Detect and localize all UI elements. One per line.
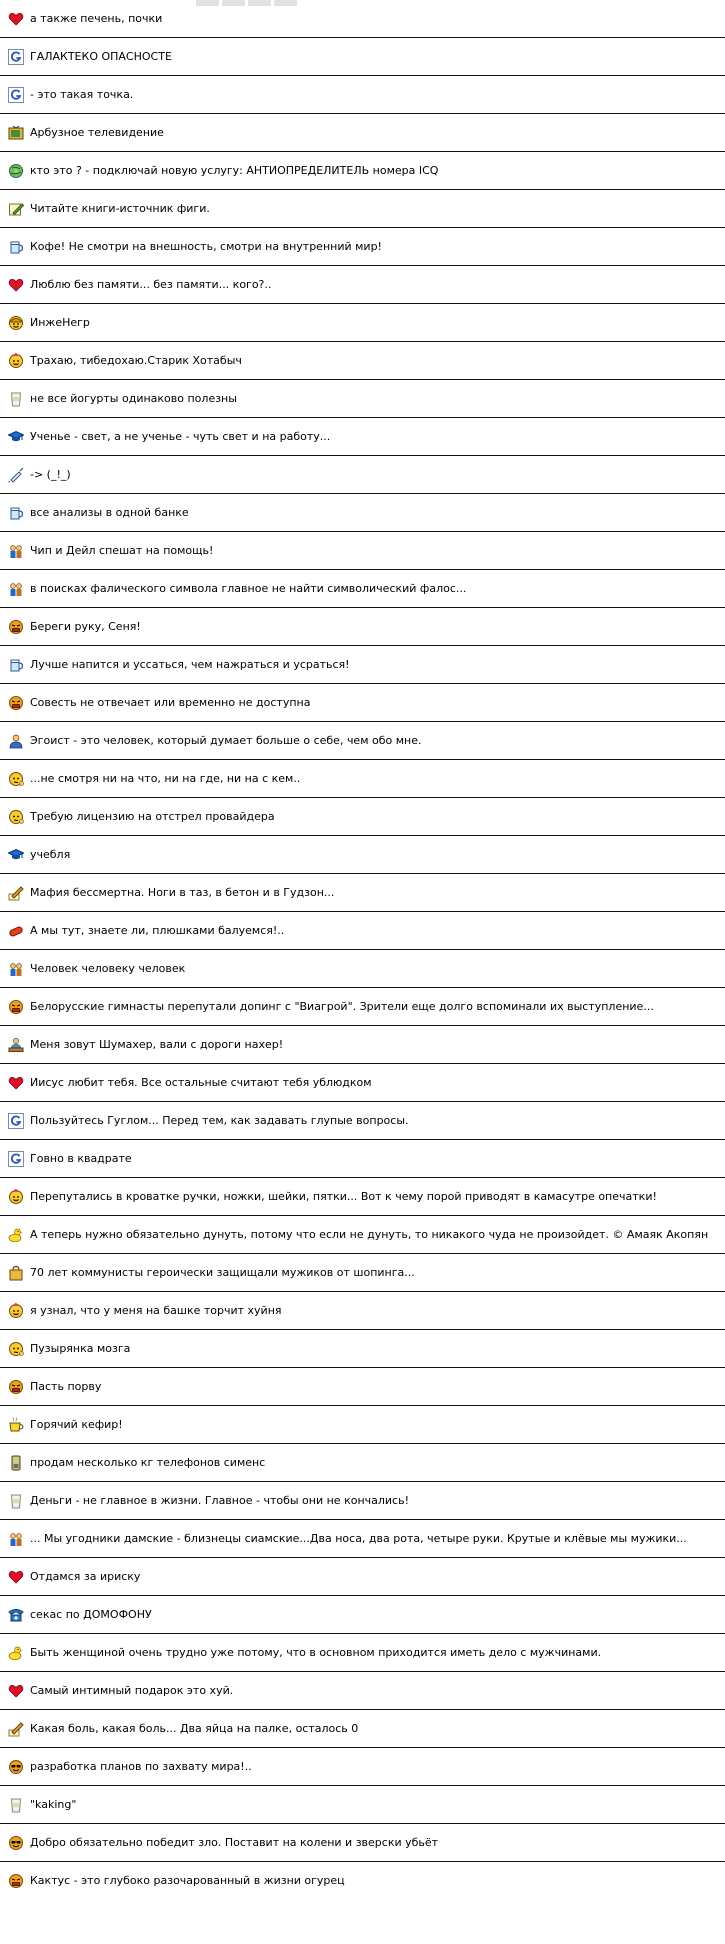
status-text: Белорусские гимнасты перепутали допинг с "Виагрой". Зрители еще долго вспоминали их выступление... [30,1000,654,1013]
helmet-smiley-icon [8,315,24,331]
angry-smiley-icon [8,999,24,1015]
status-text: Эгоист - это человек, который думает больше о себе, чем обо мне. [30,734,422,747]
coffee-cup-icon [8,1417,24,1433]
status-row[interactable] [0,1140,725,1178]
heart-icon [8,1569,24,1585]
thinking-smiley-icon [8,809,24,825]
status-text: все анализы в одной банке [30,506,189,519]
thinking-smiley-icon [8,1341,24,1357]
google-g-icon [8,1151,24,1167]
status-row[interactable] [0,114,725,152]
telephone-icon [8,1607,24,1623]
status-text: Требую лицензию на отстрел провайдера [30,810,275,823]
status-row[interactable] [0,608,725,646]
yogurt-cup-icon [8,391,24,407]
status-row[interactable] [0,1672,725,1710]
people-icon [8,1531,24,1547]
status-row[interactable] [0,1596,725,1634]
google-g-icon [8,1113,24,1129]
status-row[interactable] [0,1292,725,1330]
status-text: Пасть порву [30,1380,102,1393]
status-text: Совесть не отвечает или временно не доступна [30,696,311,709]
status-row[interactable] [0,722,725,760]
status-text: секас по ДОМОФОНУ [30,1608,152,1621]
status-text: -> (_!_) [30,468,71,481]
status-text: Пузырянка мозга [30,1342,131,1355]
status-row[interactable] [0,1482,725,1520]
status-text: Добро обязательно победит зло. Поставит на колени и зверски убьёт [30,1836,439,1849]
status-row[interactable] [0,152,725,190]
status-text: Иисус любит тебя. Все остальные считают тебя ублюдком [30,1076,372,1089]
status-text: Арбузное телевидение [30,126,164,139]
status-text: разработка планов по захвату мира!.. [30,1760,252,1773]
status-text: Читайте книги-источник фиги. [30,202,210,215]
thinking-smiley-icon [8,771,24,787]
status-text: не все йогурты одинаково полезны [30,392,237,405]
status-row[interactable] [0,1064,725,1102]
status-row[interactable] [0,950,725,988]
status-row[interactable] [0,988,725,1026]
status-row[interactable] [0,1026,725,1064]
pen-writing-icon [8,885,24,901]
status-text: 70 лет коммунисты героически защищали мужиков от шопинга... [30,1266,415,1279]
status-text: Пользуйтесь Гуглом... Перед тем, как задавать глупые вопросы. [30,1114,409,1127]
status-row[interactable] [0,418,725,456]
status-text: Кофе! Не смотри на внешность, смотри на внутренний мир! [30,240,382,253]
status-row[interactable] [0,0,725,38]
status-text: Деньги - не главное в жизни. Главное - чтобы они не кончались! [30,1494,409,1507]
status-text: Перепутались в кроватке ручки, ножки, шейки, пятки... Вот к чему порой приводят в камасутре опечатки! [30,1190,657,1203]
person-at-desk-icon [8,1037,24,1053]
status-text: ...не смотря ни на что, ни на где, ни на с кем.. [30,772,301,785]
angry-smiley-icon [8,695,24,711]
status-row[interactable] [0,380,725,418]
people-icon [8,961,24,977]
status-text: Трахаю, тибедохаю.Старик Хотабыч [30,354,242,367]
party-smiley-icon [8,1303,24,1319]
status-text: Кактус - это глубоко разочарованный в жизни огурец [30,1874,345,1887]
people-icon [8,581,24,597]
status-text: Лучше напится и уссаться, чем нажраться и усраться! [30,658,350,671]
status-text: - это такая точка. [30,88,134,101]
status-row[interactable] [0,1862,725,1900]
status-text: Ученье - свет, а не ученье - чуть свет и на работу... [30,430,331,443]
status-row[interactable] [0,760,725,798]
graduation-cap-icon [8,429,24,445]
status-row[interactable] [0,570,725,608]
status-text: Горячий кефир! [30,1418,123,1431]
status-row[interactable] [0,304,725,342]
status-text: Самый интимный подарок это хуй. [30,1684,234,1697]
mobile-phone-icon [8,1455,24,1471]
glasses-smiley-icon [8,1835,24,1851]
status-text: Какая боль, какая боль... Два яйца на палке, осталось 0 [30,1722,359,1735]
status-text: Быть женщиной очень трудно уже потому, что в основном приходится иметь дело с мужчинами. [30,1646,602,1659]
status-text: а также печень, почки [30,12,163,25]
status-text: А теперь нужно обязательно дунуть, потому что если не дунуть, то никакого чуда не произойдет. © Амаяк Акопян [30,1228,709,1241]
shopping-bag-icon [8,1265,24,1281]
status-row[interactable] [0,1216,725,1254]
status-row[interactable] [0,494,725,532]
status-row[interactable] [0,190,725,228]
beer-mug-icon [8,505,24,521]
status-text: А мы тут, знаете ли, плюшками балуемся!.. [30,924,285,937]
status-row[interactable] [0,1748,725,1786]
duck-icon [8,1227,24,1243]
status-row[interactable] [0,532,725,570]
status-row[interactable] [0,1710,725,1748]
status-row[interactable] [0,1444,725,1482]
status-text: продам несколько кг телефонов сименс [30,1456,266,1469]
heart-icon [8,11,24,27]
status-row[interactable] [0,1406,725,1444]
heart-icon [8,1075,24,1091]
status-text: Люблю без памяти... без памяти... кого?.. [30,278,272,291]
yogurt-cup-icon [8,1493,24,1509]
angry-smiley-icon [8,1379,24,1395]
status-row[interactable] [0,912,725,950]
status-text: Мафия бессмертна. Ноги в таз, в бетон и в Гудзон... [30,886,335,899]
status-row[interactable] [0,228,725,266]
status-text: в поисках фалического символа главное не найти символический фалос... [30,582,467,595]
duck-icon [8,1645,24,1661]
yogurt-cup-icon [8,1797,24,1813]
status-row[interactable] [0,1102,725,1140]
status-text: Чип и Дейл спешат на помощь! [30,544,214,557]
status-row[interactable] [0,1330,725,1368]
status-row[interactable] [0,874,725,912]
status-text: Отдамся за ириску [30,1570,141,1583]
status-row[interactable] [0,1634,725,1672]
person-icon [8,733,24,749]
status-row[interactable] [0,38,725,76]
status-row[interactable] [0,1786,725,1824]
status-row[interactable] [0,1178,725,1216]
status-text: Говно в квадрате [30,1152,132,1165]
globe-icon [8,163,24,179]
graduation-cap-icon [8,847,24,863]
status-row[interactable] [0,1368,725,1406]
pencil-note-icon [8,201,24,217]
status-text: Береги руку, Сеня! [30,620,141,633]
status-text: ГАЛАКТЕКО ОПАСНОСТЕ [30,50,172,63]
people-icon [8,543,24,559]
status-row[interactable] [0,342,725,380]
status-row[interactable] [0,76,725,114]
status-text: кто это ? - подключай новую услугу: АНТИОПРЕДЕЛИТЕЛЬ номера ICQ [30,164,439,177]
heart-icon [8,277,24,293]
status-row[interactable] [0,1520,725,1558]
status-text: ... Мы угодники дамские - близнецы сиамские...Два носа, два рота, четыре руки. Крутые и клёвые мы мужики... [30,1532,687,1545]
party-smiley-icon [8,1189,24,1205]
glasses-smiley-icon [8,1759,24,1775]
status-row[interactable] [0,798,725,836]
beer-mug-icon [8,239,24,255]
status-text: ИнжеНегр [30,316,90,329]
angry-smiley-icon [8,619,24,635]
status-row[interactable] [0,836,725,874]
red-pill-icon [8,923,24,939]
tv-icon [8,125,24,141]
status-row[interactable] [0,684,725,722]
google-g-icon [8,87,24,103]
status-text: Меня зовут Шумахер, вали с дороги нахер! [30,1038,284,1051]
beer-mug-icon [8,657,24,673]
status-text: учебля [30,848,71,861]
party-smiley-icon [8,353,24,369]
syringe-icon [8,467,24,483]
angry-smiley-icon [8,1873,24,1889]
heart-icon [8,1683,24,1699]
status-text: "kaking" [30,1798,77,1811]
status-text: Человек человеку человек [30,962,186,975]
status-row[interactable] [0,1824,725,1862]
google-g-icon [8,49,24,65]
status-row[interactable] [0,266,725,304]
status-row[interactable] [0,1558,725,1596]
status-row[interactable] [0,1254,725,1292]
pen-writing-icon [8,1721,24,1737]
status-row[interactable] [0,456,725,494]
status-row[interactable] [0,646,725,684]
status-text: я узнал, что у меня на башке торчит хуйня [30,1304,282,1317]
